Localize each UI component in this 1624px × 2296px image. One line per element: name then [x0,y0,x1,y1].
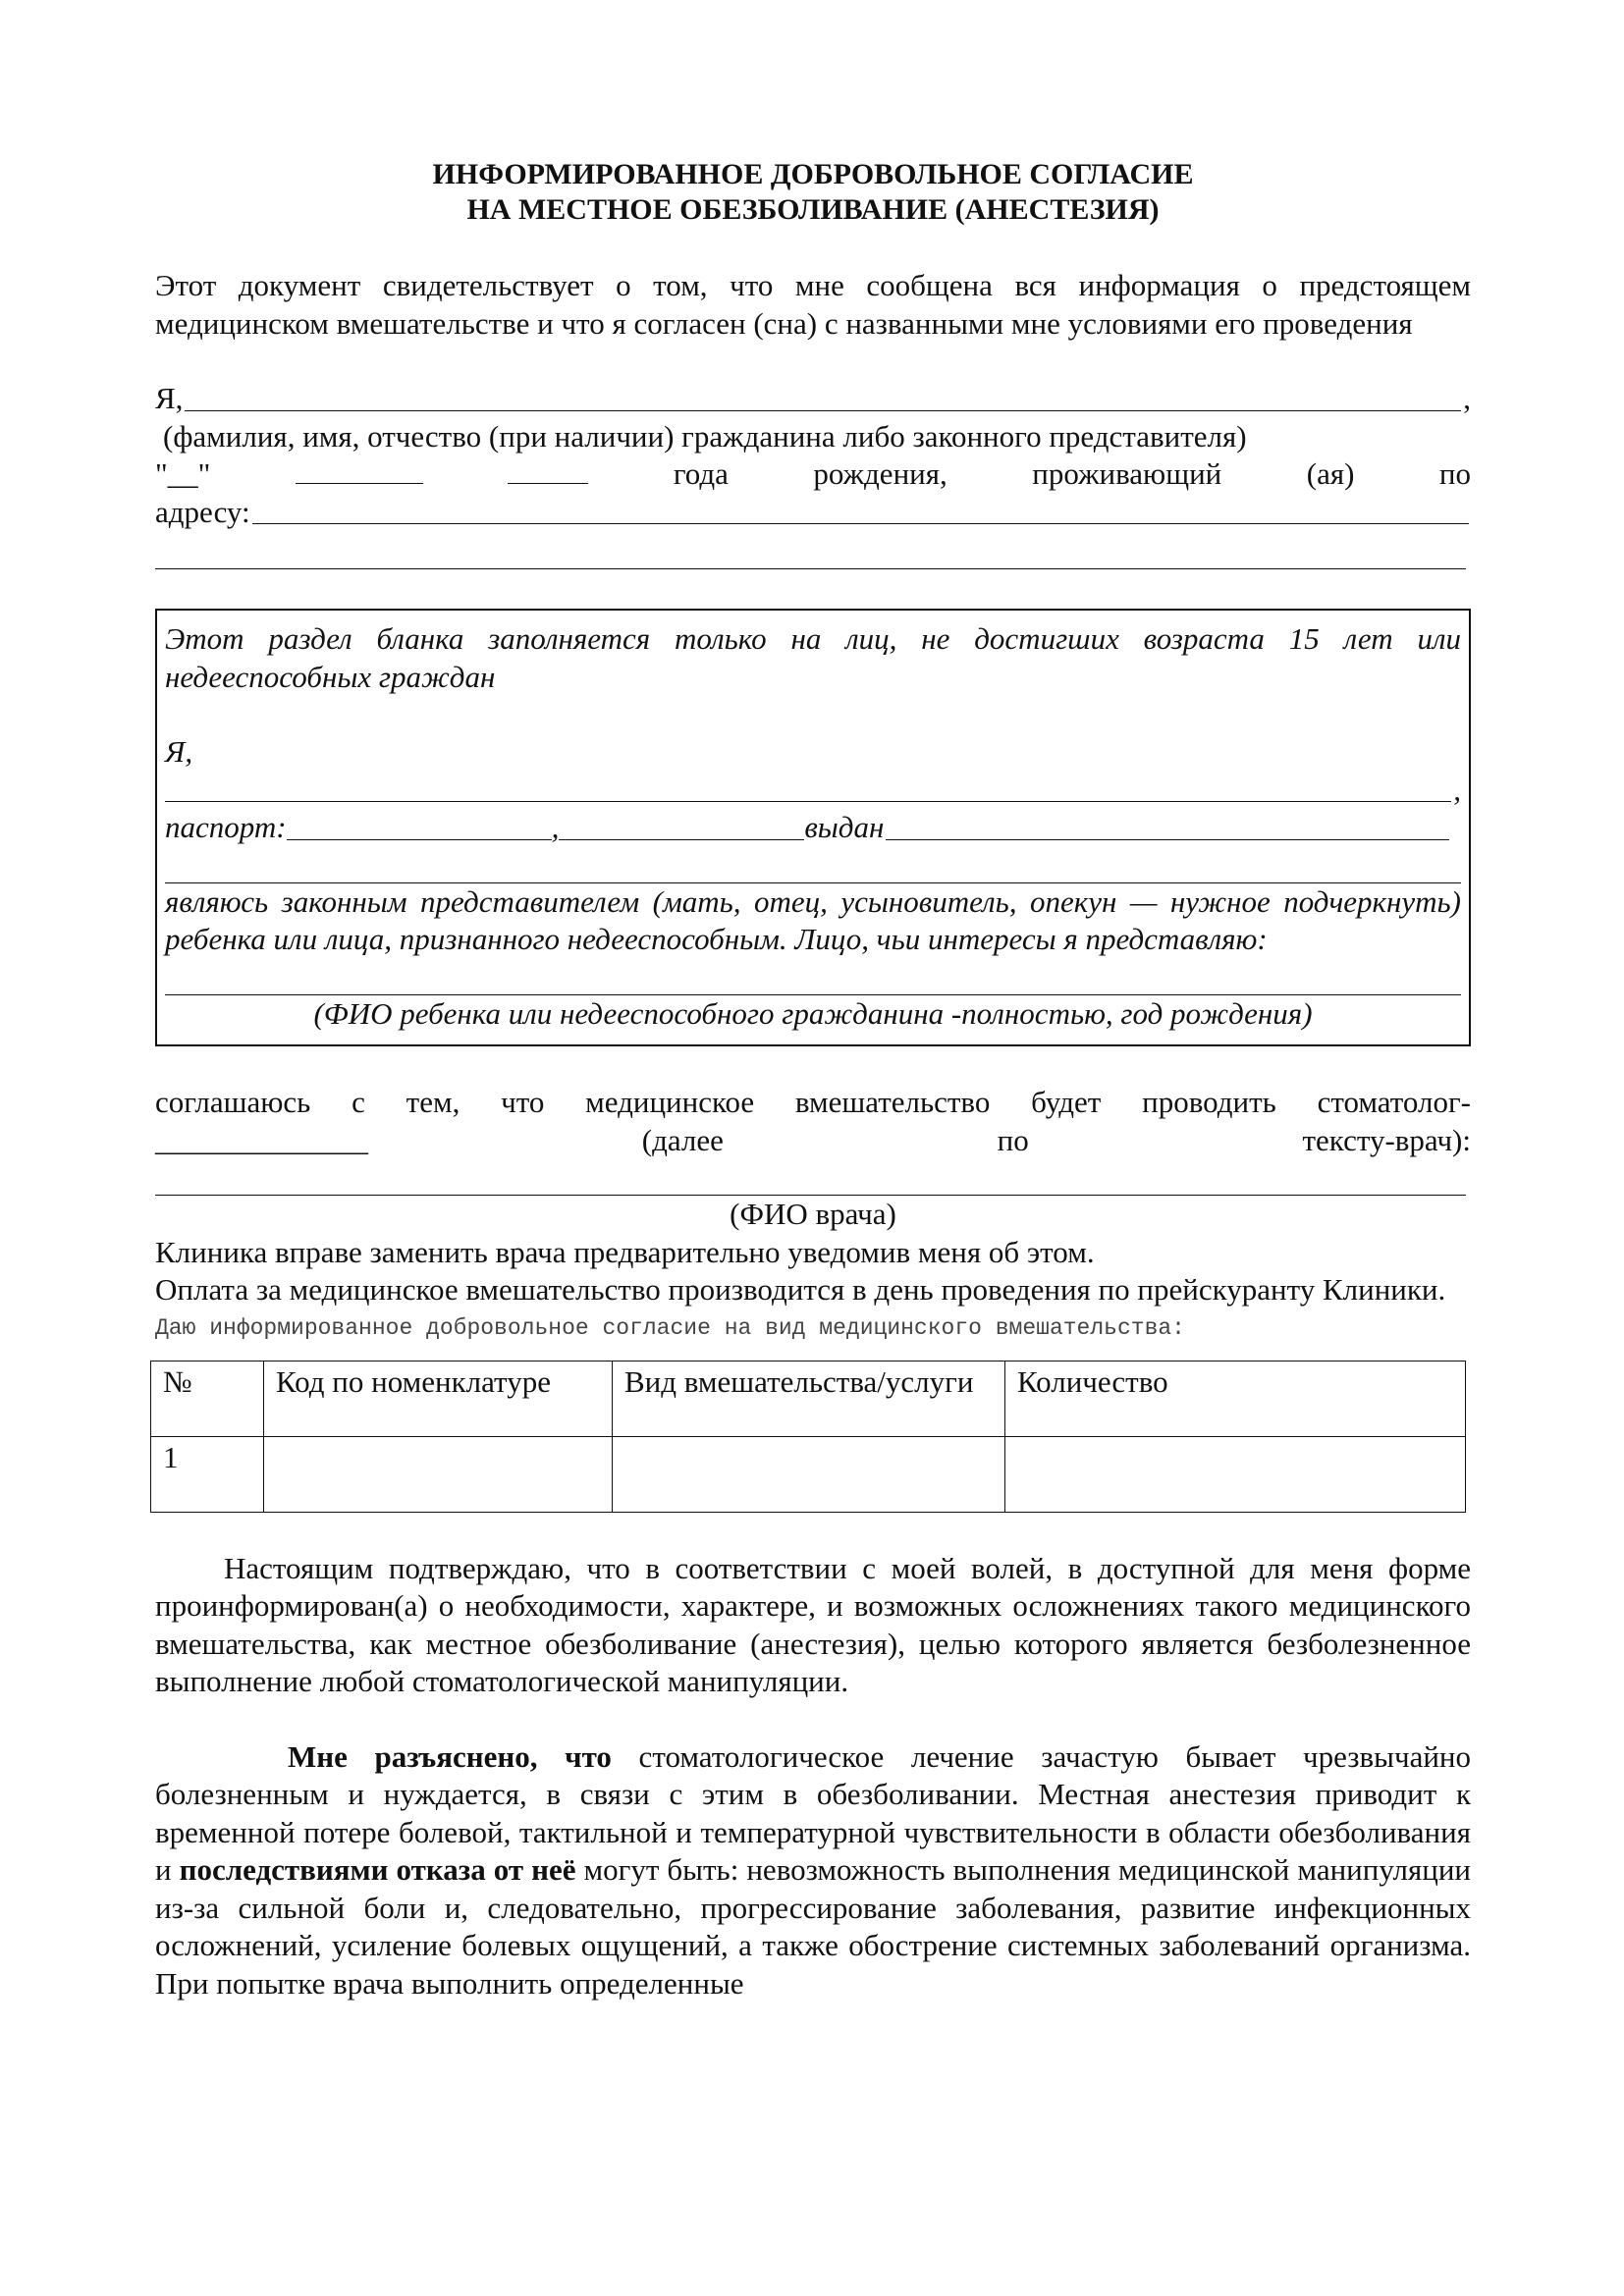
birth-month-field[interactable] [296,457,423,484]
represented-person-field[interactable] [165,959,1461,995]
table-row [151,1436,1466,1512]
guardian-caption: (ФИО ребенка или недееспособного гражданина -полностью, год рождения) [313,995,1313,1031]
guardian-note: Этот раздел бланка заполняется только на лиц, не достигших возраста 15 лет или недееспособных граждан [165,621,1461,694]
explained-text-2: могут быть: невозможность выполнения медицинской манипуляции из-за сильной боли и, следовательно, прогрессирование заболевания, развитие инфекционных осложнений, усиление болевых ощущений, а также обострение системных заболеваний организма. При попытке врача выполнить определенные [155,1852,1471,2001]
doctor-caption: (ФИО врача) [730,1197,896,1231]
doctor-specialty-blank[interactable]: ______________ [155,1122,368,1157]
patient-name-comma: , [1463,381,1471,415]
guardian-name-comma: , [1453,772,1461,807]
clinic-replace-text: Клиника вправе заменить врача предварительно уведомив меня об этом. [155,1234,1095,1269]
passport-number-field[interactable] [287,814,552,840]
row-number-cell: 1 [151,1436,264,1512]
explained-paragraph [155,1738,1471,2003]
issued-by-field-continued[interactable] [165,847,1461,883]
patient-ya-label: Я, [155,381,184,415]
confirm-paragraph: Настоящим подтверждаю, что в соответствии с моей волей, в доступной для меня форме проинформирован(а) о необходимости, характере, и возможных осложнениях такого медицинского вмешательства, как местное обезболивание (анестезия), целью которого является безболезненное выполнение любой стоматологической манипуляции. [155,1550,1471,1698]
row-code-cell[interactable] [264,1436,613,1512]
issued-label: выдан [804,810,885,844]
explained-bold-mid: последствиями отказа от неё [179,1852,576,1887]
title-line-1: ИНФОРМИРОВАННОЕ ДОБРОВОЛЬНОЕ СОГЛАСИЕ [432,158,1194,190]
row-service-cell[interactable] [613,1436,1005,1512]
birth-day-label: "__" [155,456,211,491]
doctor-word-3: тексту-врач): [1302,1122,1471,1157]
guardian-passport-line [165,809,1461,847]
doctor-name-field[interactable] [155,1159,1466,1196]
passport-date-field[interactable] [559,814,804,840]
patient-birth-line [155,455,1471,494]
consent-type-line: Даю информированное добровольное согласие на вид медицинского вмешательства: [155,1314,1185,1341]
explained-text-1: стоматологическое лечение зачастую бывает чрезвычайно болезненным и нуждается, в связи с этим в обезболивании. Местная анестезия приводит к временной потере болевой, тактильной и температурной чувствительности в области обезболивания и [155,1738,1472,1887]
row-quantity-cell[interactable] [1005,1436,1466,1512]
table-header-row [151,1361,1466,1436]
payment-text: Оплата за медицинское вмешательство производится в день проведения по прейскуранту Клиники. [155,1272,1446,1307]
guardian-representative-text: являюсь законным представителем (мать, отец, усыновитель, опекун — нужное подчеркнуть) ребенка или лица, признанного недееспособным. Лицо, чьи интересы я представляю: [165,883,1461,956]
patient-address-line [155,494,1471,532]
document-title [155,157,1471,228]
guardian-section [155,609,1471,1046]
passport-comma: , [551,810,560,844]
intro-paragraph: Этот документ свидетельствует о том, что мне сообщена вся информация о предстоящем медицинском вмешательстве и что я согласен (сна) с названными мне условиями его проведения [155,268,1471,341]
patient-name-field[interactable] [185,383,1461,411]
birth-text: года рождения, проживающий (ая) по [673,456,1472,491]
header-service: Вид вмешательства/услуги [613,1361,1005,1436]
explained-bold-lead: Мне разъяснено, что [288,1738,612,1774]
doctor-line-2 [155,1122,1471,1160]
doctor-word-1: (далее [641,1122,724,1157]
address-label: адресу: [155,494,250,529]
guardian-name-field[interactable] [165,774,1451,802]
address-field-continued[interactable] [155,531,1466,569]
header-quantity: Количество [1005,1361,1466,1436]
birth-year-field[interactable] [508,457,588,484]
title-line-2: НА МЕСТНОЕ ОБЕЗБОЛИВАНИЕ (АНЕСТЕЗИЯ) [466,193,1160,226]
patient-name-line [155,380,1471,418]
address-field[interactable] [252,496,1469,524]
doctor-word-2: по [997,1122,1029,1157]
guardian-name-line [165,772,1461,810]
doctor-line-1: соглашаюсь с тем, что медицинское вмешательство будет проводить стоматолог- [155,1085,1471,1119]
patient-name-caption: (фамилия, имя, отчество (при наличии) гражданина либо законного представителя) [163,418,1247,454]
passport-label: паспорт: [165,810,287,844]
header-number: № [151,1361,264,1436]
guardian-ya-label: Я, [165,734,193,769]
header-code: Код по номенклатуре [264,1361,613,1436]
document-page [155,157,1471,2002]
issued-by-field[interactable] [886,812,1449,840]
services-table [150,1361,1466,1513]
